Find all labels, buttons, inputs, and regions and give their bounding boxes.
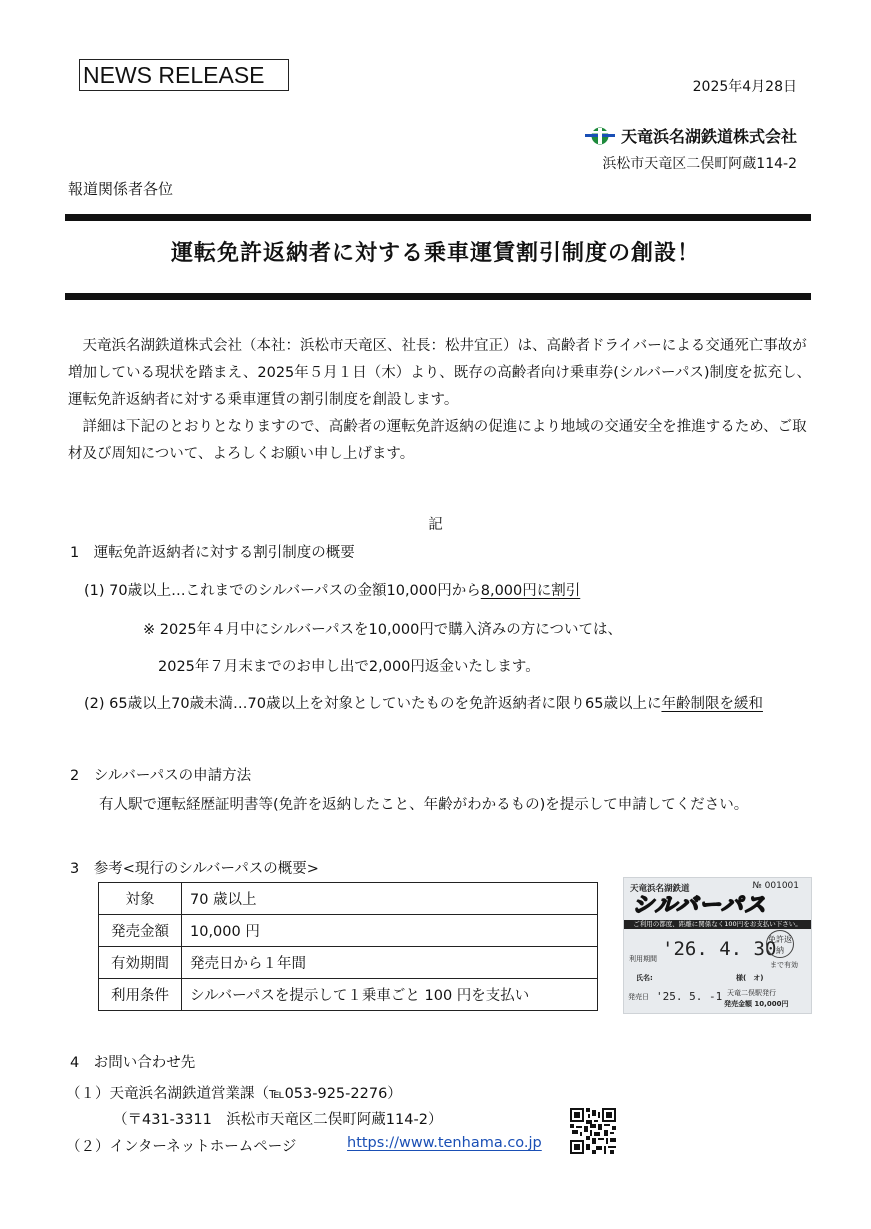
table-row — [99, 915, 598, 947]
section-1-item-1 — [84, 579, 580, 600]
ticket-title: シルバーパス — [632, 893, 767, 918]
intro-paragraph-2: 詳細は下記のとおりとなりますので、高齢者の運転免許返納の促進により地域の交通安全を推進するため、ご取材及び周知について、よろしくお願い申し上げます。 — [68, 419, 807, 462]
ticket-brand: 天竜浜名湖鉄道 — [630, 884, 690, 894]
company-address: 浜松市天竜区二俣町阿蔵114-2 — [602, 156, 797, 172]
company-name: 天竜浜名湖鉄道株式会社 — [620, 127, 797, 146]
ticket-number: № 001001 — [752, 881, 799, 891]
company-logo-icon — [585, 126, 615, 146]
news-release-label: NEWS RELEASE — [79, 59, 289, 91]
section-2-title: 2 シルバーパスの申請方法 — [70, 768, 252, 784]
table-key: 対象 — [99, 883, 182, 915]
headline: 運転免許返納者に対する乗車運賃割引制度の創設！ — [170, 241, 700, 266]
silver-pass-table — [98, 882, 598, 1011]
table-key: 発売金額 — [99, 915, 182, 947]
table-key: 利用条件 — [99, 979, 182, 1011]
contact-phone: （１）天竜浜名湖鉄道営業課（℡053-925-2276） — [66, 1086, 402, 1102]
item-1-emphasis: 8,000円に割引 — [480, 583, 581, 599]
ticket-price: 発売金額 10,000円 — [724, 1000, 789, 1008]
item-1-text: (1) 70歳以上…これまでのシルバーパスの金額10,000円から — [84, 583, 481, 599]
bottom-divider — [65, 293, 811, 300]
ticket-station: 天竜二俣駅発行 — [727, 989, 776, 997]
section-1-title: 1 運転免許返納者に対する割引制度の概要 — [70, 545, 355, 561]
note-line-1: ※ 2025年４月中にシルバーパスを10,000円で購入済みの方については、 — [143, 622, 623, 638]
ticket-valid-label: 利用期間 — [629, 955, 657, 963]
table-value: 10,000 円 — [182, 915, 598, 947]
section-4-title: 4 お問い合わせ先 — [70, 1055, 196, 1071]
table-value: 発売日から１年間 — [182, 947, 598, 979]
table-value: シルバーパスを提示して１乗車ごと 100 円を支払い — [182, 979, 598, 1011]
ticket-band: ご利用の都度、距離に関係なく100円をお支払い下さい。 — [624, 920, 811, 929]
section-1-item-2 — [84, 692, 763, 713]
contact-website-label: （２）インターネットホームページ — [66, 1139, 297, 1155]
ticket-issue-date: '25. 5. -1 — [656, 990, 723, 1003]
table-value: 70 歳以上 — [182, 883, 598, 915]
intro-text — [68, 333, 813, 468]
table-key: 有効期間 — [99, 947, 182, 979]
table-row — [99, 979, 598, 1011]
ticket-stamp: 免許返納 — [766, 930, 794, 958]
silver-pass-ticket-image — [623, 877, 812, 1014]
ticket-name-label: 氏名: — [636, 974, 653, 982]
qr-code-icon — [570, 1108, 616, 1154]
ticket-issue-label: 発売日 — [628, 993, 649, 1001]
item-2-text: (2) 65歳以上70歳未満…70歳以上を対象としていたものを免許返納者に限り65歳以上に — [84, 696, 662, 712]
release-date: 2025年4月28日 — [692, 79, 797, 95]
ki-mark: 記 — [428, 517, 443, 533]
website-link[interactable]: https://www.tenhama.co.jp — [347, 1135, 542, 1151]
intro-paragraph-1: 天竜浜名湖鉄道株式会社（本社：浜松市天竜区、社長：松井宜正）は、高齢者ドライバーによる交通死亡事故が増加している現状を踏まえ、2025年５月１日（木）より、既存の高齢者向け乗車券(シルバーパス)制度を拡充し、運転免許返納者に対する乗車運賃の割引制度を創設します。 — [68, 338, 811, 408]
section-3-title: 3 参考<現行のシルバーパスの概要> — [70, 861, 319, 877]
company-header — [585, 124, 797, 147]
recipient-line: 報道関係者各位 — [68, 180, 174, 198]
section-2-body: 有人駅で運転経歴証明書等(免許を返納したこと、年齢がわかるもの)を提示して申請してください。 — [99, 797, 749, 813]
ticket-valid-date: '26. 4. 30 — [662, 938, 777, 960]
note-line-2: 2025年７月末までのお申し出で2,000円返金いたします。 — [158, 659, 540, 675]
ticket-until: まで有効 — [770, 961, 798, 969]
top-divider — [65, 214, 811, 221]
table-row — [99, 947, 598, 979]
table-row — [99, 883, 598, 915]
contact-address: （〒431-3311 浜松市天竜区二俣町阿蔵114-2） — [113, 1112, 443, 1128]
item-2-emphasis: 年齢制限を緩和 — [661, 696, 763, 712]
ticket-name-suffix: 様( オ) — [736, 974, 764, 982]
